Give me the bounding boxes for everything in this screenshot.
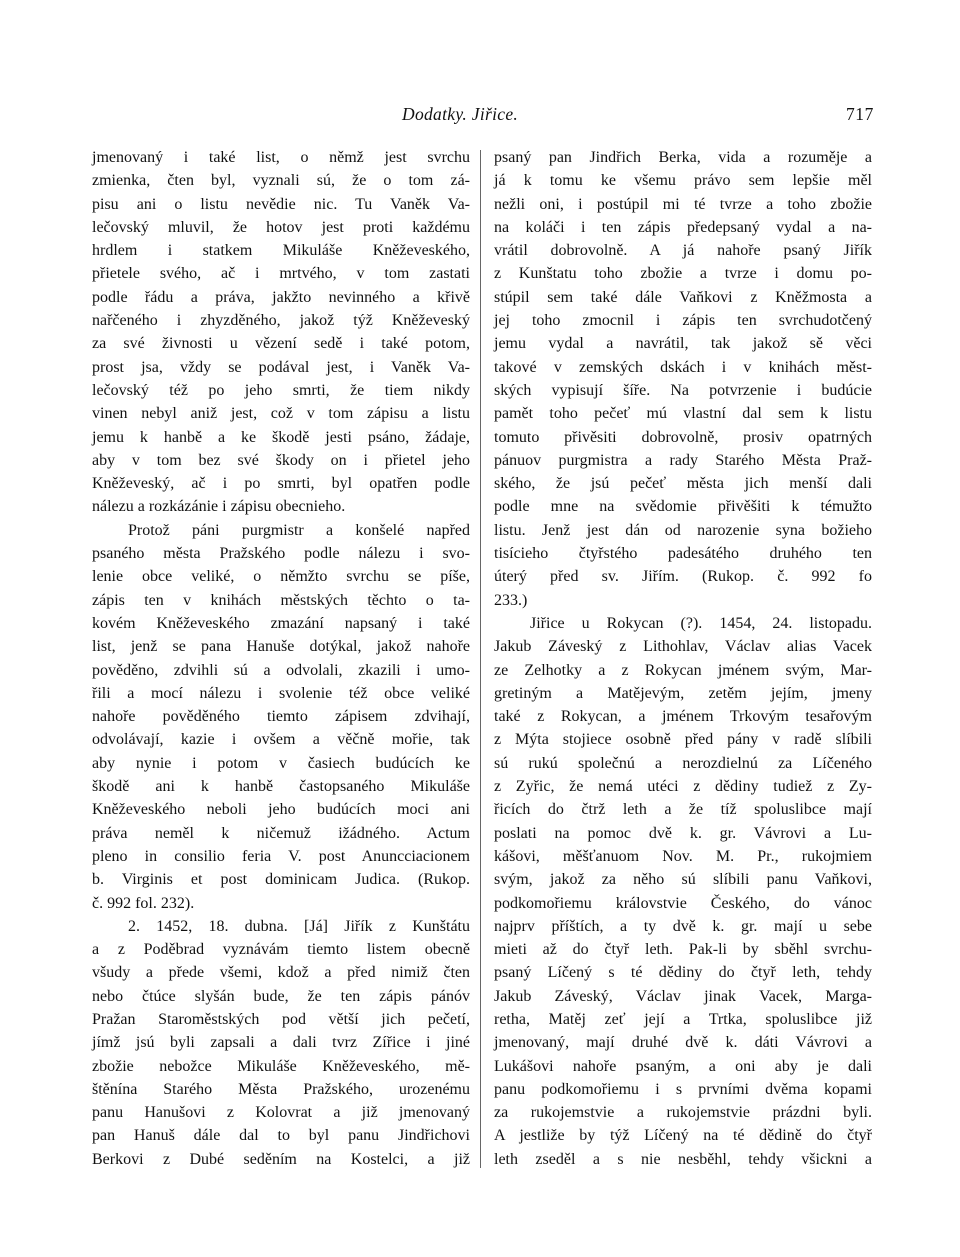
text-line: pamět toho pečeť mú vlastní dal sem k listu	[494, 405, 872, 423]
text-line: úterý před sv. Jiřím. (Rukop. č. 992 fo	[494, 568, 872, 586]
text-line: najprv příštích, a ty dvě k. gr. mají u sebe	[494, 917, 872, 935]
text-line: lenie obce veliké, o němžto svrchu se píše,	[92, 568, 470, 586]
text-line: Kněževeský, ač i po smrti, byl opatřen podle	[92, 475, 470, 493]
text-line: psaného města Pražského podle nálezu i svo-	[92, 545, 470, 563]
text-line: Jiřice u Rokycan (?). 1454, 24. listopadu.	[530, 614, 872, 632]
text-line: jímž jsú byli zapsali a dali tvrz Zířice i jiné	[92, 1034, 470, 1052]
text-line: z Mýta stojiece osobně před pány v radě slíbili	[494, 731, 872, 749]
text-line: Berkovi z Dubé seděním na Kostelci, a již	[92, 1150, 470, 1168]
text-line: psaný Líčený s té dědiny do čtyř leth, tehdy	[494, 964, 872, 982]
text-line: nebo čtúce slyšán bude, že ten zápis pánóv	[92, 987, 470, 1005]
text-line: a z Poděbrad vyznávám tiemto listem obecně	[92, 941, 470, 959]
text-line: retha, Matěj zeť její a Trtka, spoluslibce již	[494, 1010, 872, 1028]
text-line: pan Hanuš dále dal to byl panu Jindřichovi	[92, 1127, 470, 1145]
text-line: 2. 1452, 18. dubna. [Já] Jiřík z Kunštátu	[128, 917, 470, 935]
column-divider	[480, 150, 481, 1168]
text-line: podle řádu a práva, jakžto nevinného a křivě	[92, 288, 470, 306]
text-line: poslati na pomoc dvě k. gr. Vávrovi a Lu-	[494, 824, 872, 842]
page-header	[92, 104, 874, 134]
text-line: Pražan Staroměstských pod větší jich pečetí,	[92, 1010, 470, 1028]
text-line: podkomořiemu královstvie Českého, do vánoc	[494, 894, 872, 912]
text-line: pánuov purgmistra a rady Starého Města Praž-	[494, 451, 872, 469]
text-line: stúpil sem také dále Vaňkovi z Kněžmosta a	[494, 288, 872, 306]
text-line: Lukášovi nahoře psaným, a oni aby je dali	[494, 1057, 872, 1075]
text-line: na koláči i ten zápis předepsaný vydal a na-	[494, 218, 872, 236]
text-line: řicích do čtrž leth a že tíž spoluslibce mají	[494, 801, 872, 819]
text-line: vinen nebyl aniž jest, což v tom zápisu a listu	[92, 405, 470, 423]
text-line: zápis ten v knihách městských těchto o ta-	[92, 591, 470, 609]
text-line: nařčeného i zhyzděného, jakož týž Kněževeský	[92, 312, 470, 330]
page-number: 717	[845, 104, 874, 124]
right-column	[494, 146, 872, 1171]
text-line: tomuto přivěsiti dobrovolně, prosiv opatrných	[494, 428, 872, 446]
text-line: ských vypisují šíře. Na potvrzenie i budúcie	[494, 381, 872, 399]
text-line: práva neměl k ničemuž ižádného. Actum	[92, 824, 470, 842]
text-line: jej toho zmocnil i zápis ten svrchudotčený	[494, 312, 872, 330]
text-line: gretiným a Matějevým, zetěm jejím, jmeny	[494, 684, 872, 702]
text-line: mieti až do čtyř leth. Pak-li by sběhl svrchu-	[494, 941, 872, 959]
text-line: Jakub Záveský z Lithohlav, Václav alias Vacek	[494, 638, 872, 656]
text-line: kovém Kněževeského zmazání napsaný i také	[92, 614, 470, 632]
text-line: jmenovaný, mají druhé dvě k. dáti Vávrovi a	[494, 1034, 872, 1052]
text-line: škodě ani k hanbě častopsaného Mikuláše	[92, 778, 470, 796]
text-line: z Kunštatu toho zbožie a tvrze i domu po-	[494, 265, 872, 283]
text-line: pleno in consilio feria V. post Anuncciacionem	[92, 847, 470, 865]
text-line: Jakub Záveský, Václav jinak Vacek, Marga-	[494, 987, 872, 1005]
text-line: přietele svého, ač i mrtvého, v tom zastati	[92, 265, 470, 283]
running-title: Dodatky. Jiřice.	[402, 104, 519, 124]
text-line: nahoře pověděného tiemto zápisem zdvihají,	[92, 708, 470, 726]
text-line: nežli oni, i postúpil mi té tvrze a toho zbožie	[494, 195, 872, 213]
text-line: listu. Jenž jest dán od narozenie syna božieho	[494, 521, 872, 539]
text-line: svým, jakož za něho sú slíbili panu Vaňkovi,	[494, 871, 872, 889]
text-line: ského, že jsú pečeť města jich menší dali	[494, 475, 872, 493]
text-line: jemu vydal a navrátil, tak jakož sě věci	[494, 335, 872, 353]
text-line: tisícieho čtyřstého padesátého druhého ten	[494, 545, 872, 563]
text-line: list, jenž se pana Hanuše dotýkal, jakož nahoře	[92, 638, 470, 656]
text-line: za rukojemstvie a rukojemstvie prázdni byli.	[494, 1104, 872, 1122]
text-line: aby nynie i potom v časiech budúcích ke	[92, 754, 470, 772]
text-line: panu Hanušovi z Kolovrat a již jmenovaný	[92, 1104, 470, 1122]
text-line: Protož páni purgmistr a konšelé napřed	[128, 521, 470, 539]
text-line: takové v zemských dskách i v knihách měst-	[494, 358, 872, 376]
text-line: panu podkomořiemu i s prvními dvěma kopami	[494, 1080, 872, 1098]
text-line: prost jsa, vždy se podával jest, i Vaněk Va-	[92, 358, 470, 376]
text-line: jmenovaný i také list, o němž jest svrchu	[92, 149, 470, 166]
text-line: lečovský mluvil, že hotov jest proti každému	[92, 218, 470, 236]
text-line: aby v tom bez své škody on i přietel jeho	[92, 451, 470, 469]
text-line: b. Virginis et post dominicam Judica. (Rukop.	[92, 871, 470, 889]
text-line: Kněževeského neboli jeho budúcích moci ani	[92, 801, 470, 819]
text-line: podle mne na svědomie přivěšiti k témužto	[494, 498, 872, 516]
text-line: sú rukú společnú a nerozdielnú za Líčeného	[494, 754, 872, 772]
text-line: lečovský též po jeho smrti, že tiem nikdy	[92, 381, 470, 399]
text-line: 233.)	[494, 591, 528, 609]
text-line: hrdlem i statkem Mikuláše Kněževeského,	[92, 242, 470, 260]
text-line: psaný pan Jindřich Berka, vida a rozuměje a	[494, 149, 872, 166]
text-line: všudy a přede všemi, kdož a před nimiž čten	[92, 964, 470, 982]
text-line: řili a mocí nálezu i svolenie též obce veliké	[92, 684, 470, 702]
text-line: štěnína Starého Města Pražského, urozenému	[92, 1080, 470, 1098]
text-line: pověděno, zdvihli sú a odvolali, zkazili i umo-	[92, 661, 470, 679]
text-line: pisu ani o listu nevědie nic. Tu Vaněk Va-	[92, 195, 470, 213]
text-line: nálezu a rozkázánie i zápisu obecnieho.	[92, 498, 346, 516]
text-line: vrátil dobrovolně. A já nahoře psaný Jiřík	[494, 242, 872, 260]
text-line: č. 992 fol. 232).	[92, 894, 195, 912]
text-line: leth zseděl a s nie nesběhl, tehdy všickni a	[494, 1150, 872, 1168]
text-line: A jestliže by týž Líčený na té dědině do čtyř	[494, 1127, 872, 1145]
left-column	[92, 146, 470, 1171]
text-line: odvolávají, kazie i ovšem a věčně mořie, tak	[92, 731, 470, 749]
text-line: jemu k hanbě a ke škodě jesti psáno, žádaje,	[92, 428, 470, 446]
text-line: také z Rokycan, a jménem Trkovým tesařovým	[494, 708, 872, 726]
text-line: ze Zelhotky a z Rokycan jménem svým, Mar-	[494, 661, 872, 679]
text-line: zbožie nebožce Mikuláše Kněževeského, mě-	[92, 1057, 470, 1075]
text-line: já k tomu ke všemu právo sem lepšie měl	[494, 172, 872, 190]
text-line: z Zyřic, že nemá utéci z dědiny tudiež z Zy-	[494, 778, 872, 796]
text-line: zmienka, čten byl, vyznali sú, že o tom zá-	[92, 172, 470, 190]
text-line: za své živnosti u vězení sedě i také potom,	[92, 335, 470, 353]
text-line: kášovi, měšťanuom Nov. M. Pr., rukojmiem	[494, 847, 872, 865]
